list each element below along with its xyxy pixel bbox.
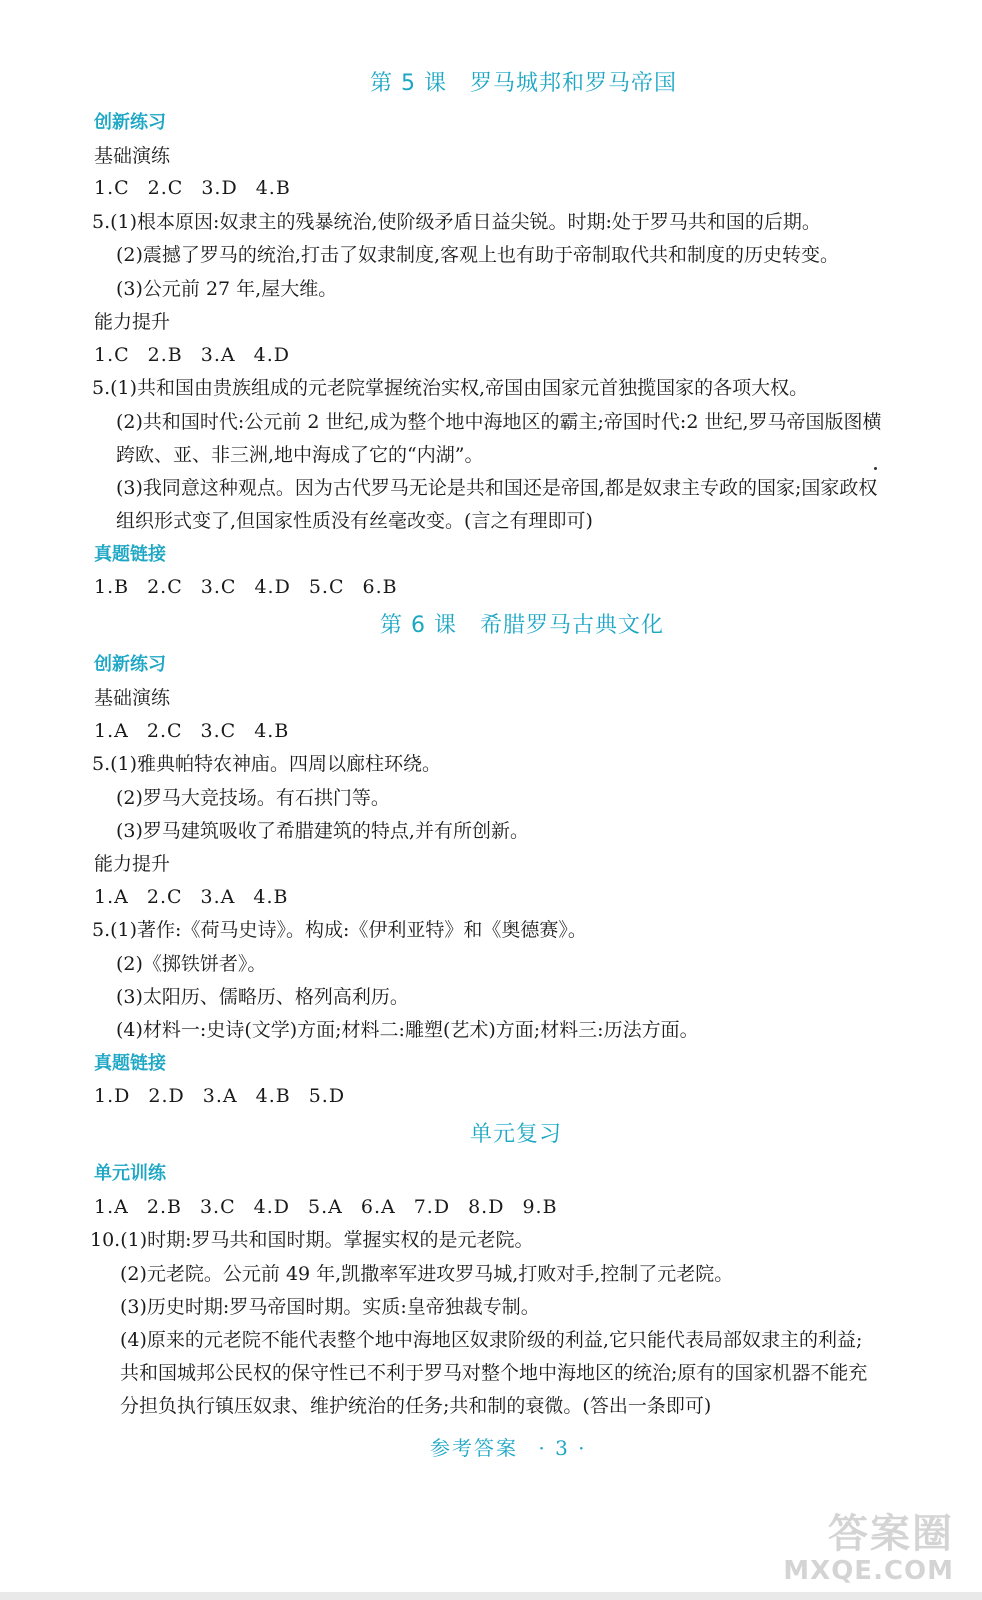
answer-item: 6.A <box>360 1196 396 1218</box>
answer-line: (4)原来的元老院不能代表整个地中海地区奴隶阶级的利益,它只能代表局部奴隶主的利益; <box>120 1329 863 1351</box>
watermark-bottom: MXQE.COM <box>783 1556 954 1586</box>
lesson6-title: 第 6 课 希腊罗马古典文化 <box>380 613 664 638</box>
lesson5-section-practice: 创新练习 <box>94 112 166 133</box>
answer-item: 2.C <box>146 720 183 742</box>
answer-line: (2)共和国时代:公元前 2 世纪,成为整个地中海地区的霸主;帝国时代:2 世纪,罗马帝国版图横 <box>116 411 882 433</box>
answer-item: 3.D <box>201 177 238 199</box>
answer-item: 3.A <box>200 886 236 908</box>
answer-line: 5.(1)根本原因:奴隶主的残暴统治,使阶级矛盾日益尖锐。时期:处于罗马共和国的后期。 <box>92 211 821 233</box>
scan-bottom-strip <box>0 1592 982 1600</box>
review-choices <box>94 1195 576 1219</box>
answer-item: 5.D <box>308 1085 346 1107</box>
lesson6-section-exam: 真题链接 <box>94 1053 166 1074</box>
answer-item: 1.A <box>94 886 129 908</box>
answer-line: (2)震撼了罗马的统治,打击了奴隶制度,客观上也有助于帝制取代共和制度的历史转变。 <box>116 244 839 266</box>
answer-line: (2)罗马大竞技场。有石拱门等。 <box>116 787 390 809</box>
stray-dot <box>874 467 877 470</box>
answer-line: 10.(1)时期:罗马共和国时期。掌握实权的是元老院。 <box>90 1229 534 1251</box>
lesson5-subsection-advanced: 能力提升 <box>94 311 171 333</box>
answer-line: (3)罗马建筑吸收了希腊建筑的特点,并有所创新。 <box>116 820 529 842</box>
answer-line: (4)材料一:史诗(文学)方面;材料二:雕塑(艺术)方面;材料三:历法方面。 <box>116 1019 699 1041</box>
lesson6-subsection-basic: 基础演练 <box>94 687 171 709</box>
lesson6-section-practice: 创新练习 <box>94 654 166 675</box>
answer-item: 4.B <box>255 1085 291 1107</box>
answer-line: 5.(1)共和国由贵族组成的元老院掌握统治实权,帝国由国家元首独揽国家的各项大权。 <box>92 377 809 399</box>
lesson5-section-exam: 真题链接 <box>94 544 166 565</box>
answer-item: 3.C <box>200 576 237 598</box>
answer-line: (3)历史时期:罗马帝国时期。实质:皇帝独裁专制。 <box>120 1296 540 1318</box>
lesson5-subsection-basic: 基础演练 <box>94 145 171 167</box>
answer-item: 5.A <box>308 1196 343 1218</box>
answer-item: 6.B <box>362 576 398 598</box>
answer-item: 3.A <box>200 344 236 366</box>
answer-line: (3)我同意这种观点。因为古代罗马无论是共和国还是帝国,都是奴隶主专政的国家;国家政权 <box>116 477 878 499</box>
answer-item: 3.C <box>200 720 237 742</box>
answer-line: (3)公元前 27 年,屋大维。 <box>116 278 338 300</box>
watermark-top: 答案圈 <box>828 1511 954 1557</box>
answer-item: 4.D <box>253 344 290 366</box>
answer-item: 4.B <box>253 886 289 908</box>
answer-item: 9.B <box>522 1196 558 1218</box>
answer-item: 1.C <box>94 344 130 366</box>
answer-item: 2.C <box>146 886 183 908</box>
lesson6-advanced-choices <box>94 885 306 909</box>
lesson6-exam-choices <box>94 1084 363 1108</box>
answer-item: 5.C <box>308 576 345 598</box>
answer-item: 4.D <box>253 1196 290 1218</box>
answer-item: 2.D <box>148 1085 185 1107</box>
lesson6-subsection-advanced: 能力提升 <box>94 853 171 875</box>
answer-item: 4.D <box>254 576 291 598</box>
lesson5-basic-choices <box>94 176 309 200</box>
answer-item: 3.A <box>202 1085 238 1107</box>
answer-line: (3)太阳历、儒略历、格列高利历。 <box>116 986 409 1008</box>
answer-item: 2.B <box>146 1196 182 1218</box>
page-footer <box>430 1436 587 1460</box>
answer-item: 2.C <box>147 576 183 598</box>
answer-line: (2)《掷铁饼者》。 <box>116 953 267 975</box>
answer-item: 8.D <box>468 1196 505 1218</box>
lesson5-exam-choices <box>94 575 416 599</box>
answer-item: 1.B <box>94 576 130 598</box>
page-number: · 3 · <box>538 1436 587 1460</box>
answer-item: 4.B <box>254 720 290 742</box>
answer-line: 分担负执行镇压奴隶、维护统治的任务;共和制的衰微。(答出一条即可) <box>120 1395 712 1417</box>
answer-item: 1.C <box>94 177 130 199</box>
lesson5-advanced-choices <box>94 343 308 367</box>
answer-item: 1.D <box>94 1085 131 1107</box>
review-section-training: 单元训练 <box>94 1163 166 1184</box>
footer-label: 参考答案 <box>430 1436 518 1460</box>
answer-line: 5.(1)著作:《荷马史诗》。构成:《伊利亚特》和《奥德赛》。 <box>92 919 587 941</box>
answer-line: 5.(1)雅典帕特农神庙。四周以廊柱环绕。 <box>92 753 442 775</box>
answer-item: 1.A <box>94 1196 129 1218</box>
answer-item: 4.B <box>255 177 291 199</box>
answer-item: 1.A <box>94 720 129 742</box>
lesson6-basic-choices <box>94 719 307 743</box>
lesson5-title: 第 5 课 罗马城邦和罗马帝国 <box>370 71 677 96</box>
answer-line: (2)元老院。公元前 49 年,凯撒率军进攻罗马城,打败对手,控制了元老院。 <box>120 1263 734 1285</box>
watermark-logo <box>783 1512 954 1586</box>
answer-line: 共和国城邦公民权的保守性已不利于罗马对整个地中海地区的统治;原有的国家机器不能充 <box>120 1362 868 1384</box>
answer-item: 2.B <box>147 344 183 366</box>
answer-line: 跨欧、亚、非三洲,地中海成了它的“内湖”。 <box>116 444 484 466</box>
answer-item: 7.D <box>413 1196 451 1218</box>
answer-item: 3.C <box>199 1196 236 1218</box>
answer-line: 组织形式变了,但国家性质没有丝毫改变。(言之有理即可) <box>116 510 593 532</box>
review-title: 单元复习 <box>470 1122 563 1147</box>
answer-item: 2.C <box>147 177 184 199</box>
